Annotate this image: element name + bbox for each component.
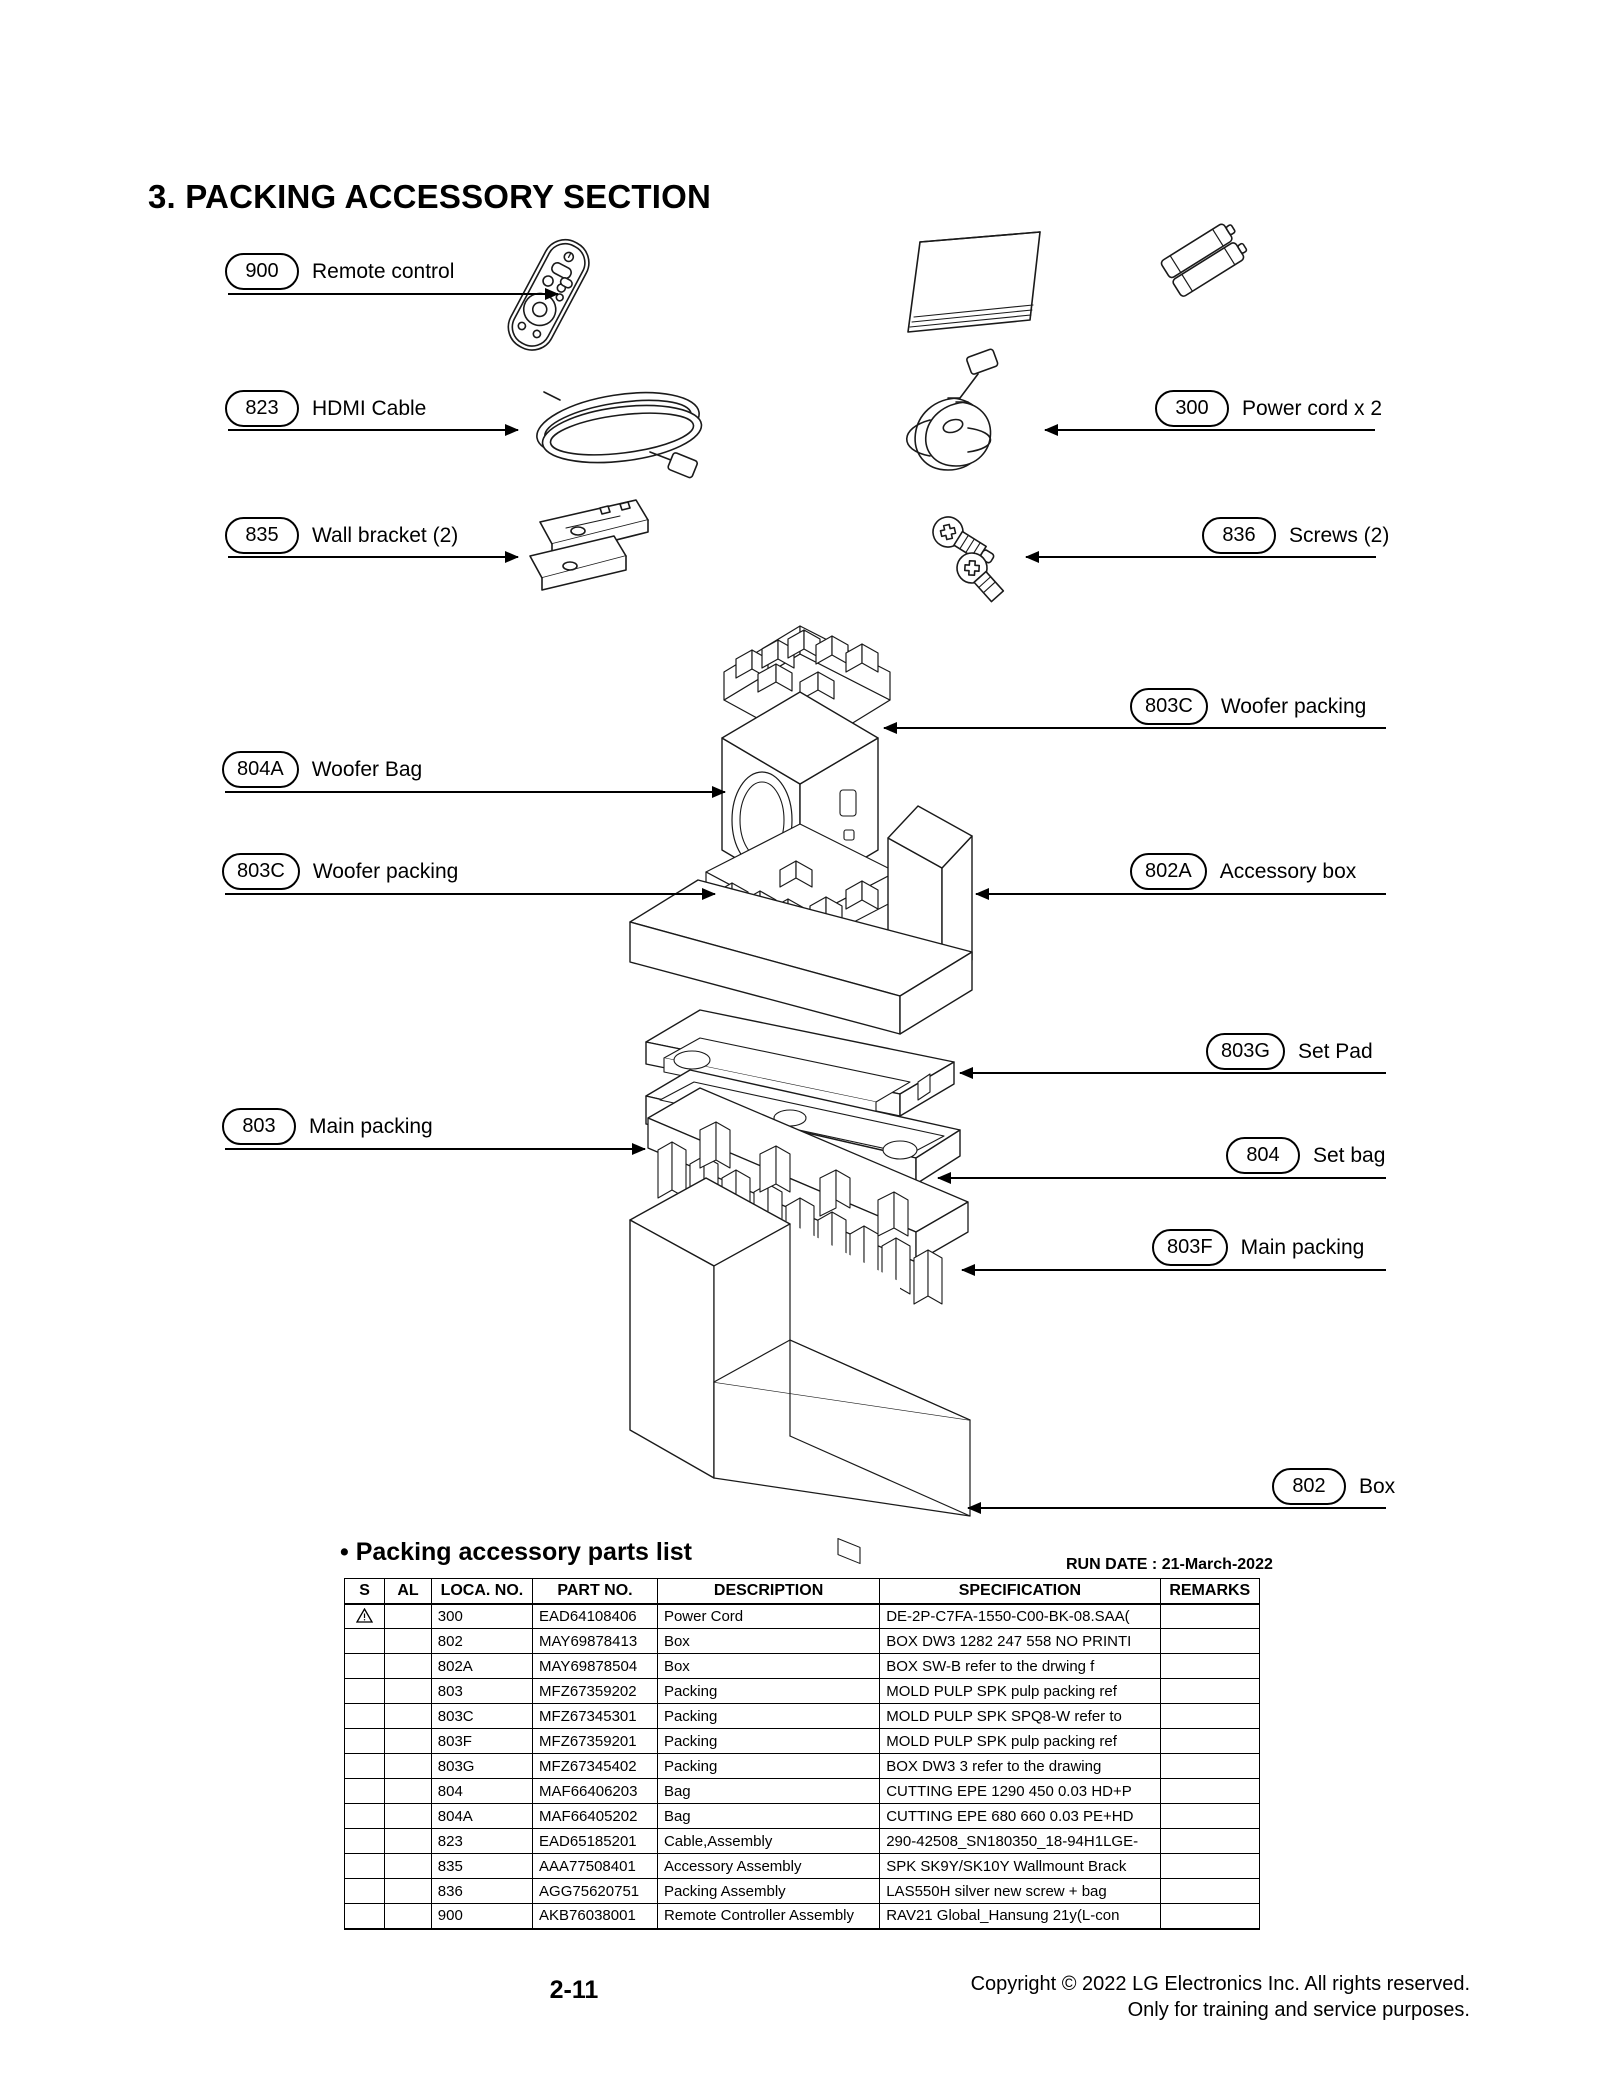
callout-number: 802A [1130, 853, 1207, 890]
cell-loca-no: 803 [431, 1679, 532, 1704]
screws-art [927, 511, 1008, 606]
table-row [345, 1654, 1260, 1679]
callout-label: Woofer Bag [311, 757, 423, 781]
callout-803 [222, 1108, 433, 1145]
leader-804A [225, 786, 725, 798]
callout-number: 804A [222, 751, 299, 788]
cell-description: Accessory Assembly [657, 1854, 879, 1879]
cell-al [385, 1629, 432, 1654]
cell-part-no: MAY69878413 [533, 1629, 658, 1654]
callout-label: Power cord x 2 [1242, 396, 1383, 420]
cell-safety [345, 1604, 385, 1629]
callout-300 [1155, 390, 1382, 427]
parts-table-container [344, 1578, 1260, 1930]
wall-bracket-art [530, 500, 648, 590]
cell-remarks [1160, 1904, 1259, 1929]
cell-specification: CUTTING EPE 680 660 0.03 PE+HD [880, 1804, 1160, 1829]
cell-description: Packing [657, 1754, 879, 1779]
table-row [345, 1629, 1260, 1654]
set-pad-art [646, 1010, 954, 1116]
cell-safety [345, 1629, 385, 1654]
cell-part-no: AKB76038001 [533, 1904, 658, 1929]
cell-safety [345, 1654, 385, 1679]
run-date-label: RUN DATE : 21-March-2022 [1066, 1556, 1273, 1573]
cell-remarks [1160, 1704, 1259, 1729]
callout-label: Remote control [312, 259, 455, 283]
cell-al [385, 1879, 432, 1904]
cell-al [385, 1654, 432, 1679]
cell-al [385, 1704, 432, 1729]
table-row [345, 1754, 1260, 1779]
callout-number: 803C [222, 853, 300, 890]
cell-safety [345, 1704, 385, 1729]
cell-loca-no: 803C [431, 1704, 532, 1729]
leader-835 [228, 551, 518, 563]
cell-specification: SPK SK9Y/SK10Y Wallmount Brack [880, 1854, 1160, 1879]
cell-al [385, 1754, 432, 1779]
cell-loca-no: 804A [431, 1804, 532, 1829]
leader-300 [1045, 424, 1375, 436]
accessory-box-art [888, 806, 972, 992]
table-header-row [345, 1579, 1260, 1604]
cell-remarks [1160, 1654, 1259, 1679]
cell-description: Packing [657, 1729, 879, 1754]
callout-label: Wall bracket (2) [312, 523, 459, 547]
cell-loca-no: 823 [431, 1829, 532, 1854]
cell-remarks [1160, 1629, 1259, 1654]
main-packing-art [648, 1088, 968, 1563]
callout-number: 823 [225, 390, 299, 427]
callout-836 [1202, 517, 1389, 554]
table-row [345, 1729, 1260, 1754]
woofer-bag-art [722, 692, 878, 896]
leader-802 [968, 1502, 1386, 1514]
cell-loca-no: 803F [431, 1729, 532, 1754]
cell-remarks [1160, 1854, 1259, 1879]
cell-description: Box [657, 1629, 879, 1654]
cell-remarks [1160, 1754, 1259, 1779]
cell-part-no: MFZ67345301 [533, 1704, 658, 1729]
callout-label: Main packing [309, 1114, 433, 1138]
leader-803C-top [884, 722, 1386, 734]
cell-loca-no: 900 [431, 1904, 532, 1929]
callout-label: Screws (2) [1289, 523, 1390, 547]
callout-835 [225, 517, 458, 554]
parts-table-body [345, 1604, 1260, 1929]
callout-number: 300 [1155, 390, 1229, 427]
cell-loca-no: 835 [431, 1854, 532, 1879]
leader-802A [976, 888, 1386, 900]
power-cord-art [907, 348, 999, 470]
cell-description: Box [657, 1654, 879, 1679]
cell-description: Bag [657, 1804, 879, 1829]
cell-al [385, 1779, 432, 1804]
cell-remarks [1160, 1879, 1259, 1904]
cell-specification: MOLD PULP SPK pulp packing ref [880, 1679, 1160, 1704]
cell-part-no: MFZ67359202 [533, 1679, 658, 1704]
cell-safety [345, 1904, 385, 1929]
cell-safety [345, 1854, 385, 1879]
parts-table [344, 1578, 1260, 1930]
cell-al [385, 1829, 432, 1854]
callout-802 [1272, 1468, 1395, 1505]
column-header-rem: REMARKS [1160, 1579, 1259, 1604]
callout-number: 836 [1202, 517, 1276, 554]
cell-remarks [1160, 1679, 1259, 1704]
parts-list-heading: • Packing accessory parts list [340, 1538, 692, 1566]
cell-al [385, 1804, 432, 1829]
callout-number: 803G [1206, 1033, 1285, 1070]
cell-specification: BOX DW3 3 refer to the drawing [880, 1754, 1160, 1779]
set-bag-art [646, 1051, 960, 1184]
cell-part-no: EAD64108406 [533, 1604, 658, 1629]
cell-loca-no: 836 [431, 1879, 532, 1904]
cell-specification: MOLD PULP SPK pulp packing ref [880, 1729, 1160, 1754]
cell-safety [345, 1804, 385, 1829]
column-header-desc: DESCRIPTION [657, 1579, 879, 1604]
cell-remarks [1160, 1804, 1259, 1829]
table-row [345, 1704, 1260, 1729]
cell-loca-no: 802A [431, 1654, 532, 1679]
cell-specification: BOX SW-B refer to the drwing f [880, 1654, 1160, 1679]
cell-safety [345, 1779, 385, 1804]
table-row [345, 1779, 1260, 1804]
page-number: 2-11 [549, 1976, 599, 2004]
cell-description: Packing [657, 1704, 879, 1729]
cell-safety [345, 1879, 385, 1904]
copyright-block [971, 1972, 1470, 2023]
cell-loca-no: 804 [431, 1779, 532, 1804]
leader-803F [962, 1264, 1386, 1276]
callout-number: 803 [222, 1108, 296, 1145]
callout-number: 900 [225, 253, 299, 290]
table-row [345, 1604, 1260, 1629]
callout-label: Box [1359, 1474, 1396, 1498]
column-header-s: S [345, 1579, 385, 1604]
cell-part-no: AAA77508401 [533, 1854, 658, 1879]
table-row [345, 1829, 1260, 1854]
box-art [630, 1178, 970, 1516]
callout-number: 803C [1130, 688, 1208, 725]
cell-safety [345, 1829, 385, 1854]
cell-specification: LAS550H silver new screw + bag [880, 1879, 1160, 1904]
leader-823 [228, 424, 518, 436]
cell-part-no: MAY69878504 [533, 1654, 658, 1679]
cell-description: Packing [657, 1679, 879, 1704]
callout-803C-bottom [222, 853, 458, 890]
cell-description: Remote Controller Assembly [657, 1904, 879, 1929]
cell-part-no: MFZ67345402 [533, 1754, 658, 1779]
batteries-art [1160, 220, 1250, 298]
column-header-al: AL [385, 1579, 432, 1604]
callout-label: Set Pad [1297, 1039, 1373, 1063]
callout-label: HDMI Cable [312, 396, 427, 420]
callout-number: 804 [1226, 1137, 1300, 1174]
leader-804 [938, 1172, 1386, 1184]
column-header-part: PART NO. [533, 1579, 658, 1604]
column-header-spec: SPECIFICATION [880, 1579, 1160, 1604]
callout-803F [1152, 1229, 1364, 1266]
cell-description: Packing Assembly [657, 1879, 879, 1904]
cell-remarks [1160, 1729, 1259, 1754]
callout-804A [222, 751, 422, 788]
cell-al [385, 1729, 432, 1754]
cell-description: Cable,Assembly [657, 1829, 879, 1854]
woofer-packing-top-art [724, 626, 890, 748]
cell-safety [345, 1679, 385, 1704]
cell-specification: DE-2P-C7FA-1550-C00-BK-08.SAA( [880, 1604, 1160, 1629]
table-row [345, 1904, 1260, 1929]
cell-specification: CUTTING EPE 1290 450 0.03 HD+P [880, 1779, 1160, 1804]
cell-part-no: MAF66406203 [533, 1779, 658, 1804]
copyright-line-1: Copyright © 2022 LG Electronics Inc. All rights reserved. [970, 1973, 1470, 1995]
cell-al [385, 1679, 432, 1704]
callout-803G [1206, 1033, 1373, 1070]
hdmi-cable-art [532, 383, 704, 479]
callout-label: Woofer packing [312, 859, 459, 883]
callout-900 [225, 253, 454, 290]
table-row [345, 1854, 1260, 1879]
cell-description: Power Cord [657, 1604, 879, 1629]
cell-al [385, 1854, 432, 1879]
cell-specification: MOLD PULP SPK SPQ8-W refer to [880, 1704, 1160, 1729]
cell-loca-no: 300 [431, 1604, 532, 1629]
callout-number: 835 [225, 517, 299, 554]
callout-823 [225, 390, 426, 427]
warning-triangle-icon [356, 1608, 373, 1623]
callout-label: Woofer packing [1220, 694, 1367, 718]
callout-802A [1130, 853, 1356, 890]
leader-900 [228, 288, 558, 300]
cell-safety [345, 1729, 385, 1754]
callout-label: Accessory box [1219, 859, 1357, 883]
table-row [345, 1679, 1260, 1704]
cell-safety [345, 1754, 385, 1779]
cell-al [385, 1604, 432, 1629]
cell-part-no: MFZ67359201 [533, 1729, 658, 1754]
leader-803C-bottom [225, 888, 715, 900]
cell-loca-no: 803G [431, 1754, 532, 1779]
cell-loca-no: 802 [431, 1629, 532, 1654]
callout-number: 803F [1152, 1229, 1228, 1266]
cell-specification: BOX DW3 1282 247 558 NO PRINTI [880, 1629, 1160, 1654]
callout-label: Set bag [1313, 1143, 1386, 1167]
table-row [345, 1879, 1260, 1904]
manual-booklet-art [908, 232, 1040, 332]
callout-803C-top [1130, 688, 1366, 725]
cell-part-no: AGG75620751 [533, 1879, 658, 1904]
table-row [345, 1804, 1260, 1829]
column-header-loca: LOCA. NO. [431, 1579, 532, 1604]
set-pad-upper-art [630, 880, 972, 1034]
callout-label: Main packing [1240, 1235, 1365, 1259]
cell-specification: RAV21 Global_Hansung 21y(L-con [880, 1904, 1160, 1929]
cell-remarks [1160, 1829, 1259, 1854]
cell-description: Bag [657, 1779, 879, 1804]
leader-836 [1026, 551, 1376, 563]
cell-al [385, 1904, 432, 1929]
cell-remarks [1160, 1604, 1259, 1629]
leader-803G [960, 1067, 1386, 1079]
leader-803 [225, 1143, 645, 1155]
woofer-packing-bottom-art [706, 824, 896, 950]
cell-part-no: MAF66405202 [533, 1804, 658, 1829]
cell-part-no: EAD65185201 [533, 1829, 658, 1854]
copyright-line-2: Only for training and service purposes. [1127, 1998, 1470, 2021]
page-title: 3. PACKING ACCESSORY SECTION [148, 178, 712, 215]
callout-number: 802 [1272, 1468, 1346, 1505]
callout-804 [1226, 1137, 1385, 1174]
cell-specification: 290-42508_SN180350_18-94H1LGE- [880, 1829, 1160, 1854]
cell-remarks [1160, 1779, 1259, 1804]
